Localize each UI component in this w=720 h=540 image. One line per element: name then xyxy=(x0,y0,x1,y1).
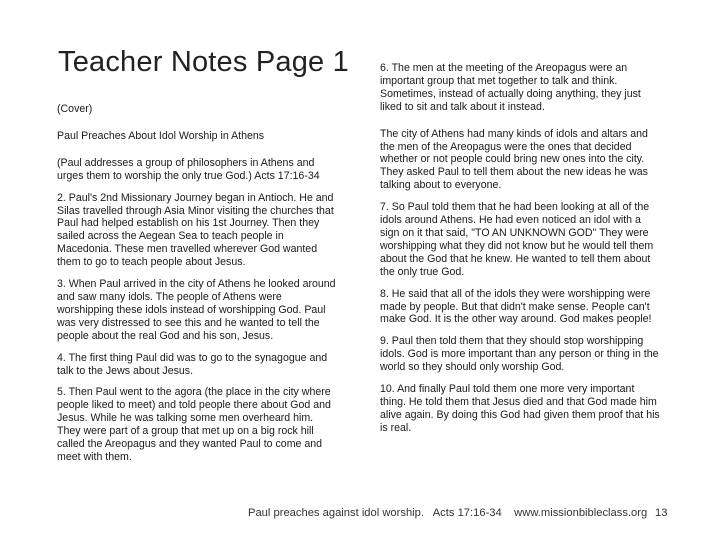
lesson-title: Paul Preaches About Idol Worship in Athens xyxy=(57,129,265,142)
page-number: 13 xyxy=(655,507,668,519)
paragraph-4: 4. The first thing Paul did was to go to the synagogue and talk to the Jews about Jesus. xyxy=(57,351,328,377)
paragraph-6: 6. The men at the meeting of the Areopagus were an important group that met together to talk and think. Sometimes, instead of actually doing anything, they just liked to sit and talk about it instead. xyxy=(380,62,641,113)
paragraph-intro: (Paul addresses a group of philosophers in Athens and urges them to worship the only true God.) Acts 17:16-34 xyxy=(57,156,320,182)
paragraph-10: 10. And finally Paul told them one more very important thing. He told them that Jesus died and that God made him alive again. By doing this God had given them proof that his is real. xyxy=(380,383,660,434)
footer-text: Paul preaches against idol worship. Acts 17:16-34 www.missionbibleclass.org xyxy=(248,507,648,519)
right-column xyxy=(380,62,662,444)
page-title: Teacher Notes Page 1 xyxy=(58,46,349,78)
left-column xyxy=(57,103,339,473)
paragraph-9: 9. Paul then told them that they should stop worshipping idols. God is more important than any person or thing in the world so they should only worship God. xyxy=(380,335,659,374)
paragraph-3: 3. When Paul arrived in the city of Athens he looked around and saw many idols. The people of Athens were worshipping these idols instead of worshipping God. Paul was very distressed to see this and he wanted to tell the people about the real God and his son, Jesus. xyxy=(57,278,336,342)
paragraph-8: 8. He said that all of the idols they were worshipping were made by people. But that didn't make sense. People can't make God. It is the other way around. God makes people! xyxy=(380,287,652,326)
cover-label: (Cover) xyxy=(57,103,93,115)
paragraph-2: 2. Paul's 2nd Missionary Journey began in Antioch. He and Silas travelled through Asia Minor visiting the churches that Paul had helped establish on his 1st Journey. Then they sailed across the Aegean Sea to teach people in Macedonia. These men travelled wherever God wanted them to go to teach people about Jesus. xyxy=(57,191,334,269)
paragraph-5: 5. Then Paul went to the agora (the place in the city where people liked to meet) and told people there about God and Jesus. While he was talking some men overheard him. They were part of a group that met up on a big rock hill called the Areopagus and they wanted Paul to come and meet with them. xyxy=(57,386,331,463)
paragraph-athens-idols: The city of Athens had many kinds of idols and altars and the men of the Areopagus were the ones that decided whether or not people could bring new ones into the city. They asked Paul to tell them about the new ideas he was talking about to everyone. xyxy=(380,127,648,192)
paragraph-7: 7. So Paul told them that he had been looking at all of the idols around Athens. He had even noticed an idol with a sign on it that said, "TO AN UNKNOWN GOD" They were worshipping what they did not know but he would tell them about the God that he knew. He wanted to tell them about the only true God. xyxy=(380,201,654,278)
